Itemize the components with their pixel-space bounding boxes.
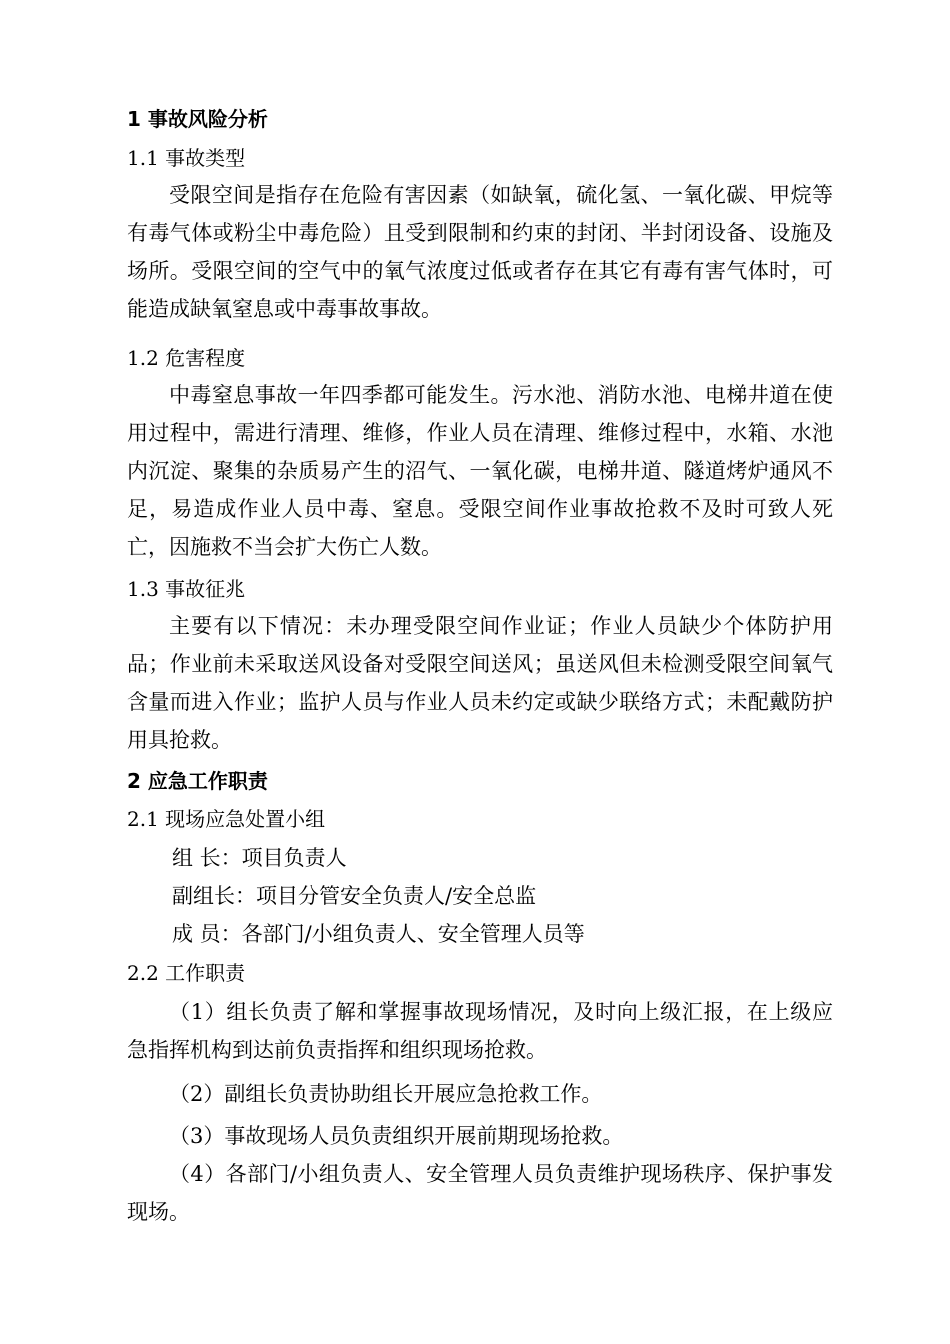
section-1-1-heading: 1.1 事故类型 — [127, 146, 246, 170]
team-leader-line: 组 长：项目负责人 — [172, 846, 347, 870]
duty-item: （4）各部门/小组负责人、安全管理人员负责维护现场秩序、保护事发现场。 — [127, 1162, 833, 1224]
section-1-heading: 1 事故风险分析 — [127, 107, 268, 131]
duty-item: （1）组长负责了解和掌握事故现场情况，及时向上级汇报，在上级应急指挥机构到达前负责指挥和组织现场抢救。 — [127, 1000, 833, 1062]
team-members-line: 成 员：各部门/小组负责人、安全管理人员等 — [172, 922, 585, 946]
section-2-1-heading: 2.1 现场应急处置小组 — [127, 807, 326, 831]
section-2-2-heading: 2.2 工作职责 — [127, 961, 246, 985]
section-1-3-body: 主要有以下情况：未办理受限空间作业证；作业人员缺少个体防护用品；作业前未采取送风设备对受限空间送风；虽送风但未检测受限空间氧气含量而进入作业；监护人员与作业人员未约定或缺少联络方式；未配戴防护用具抢救。 — [127, 614, 833, 752]
section-1-3-heading: 1.3 事故征兆 — [127, 577, 246, 601]
section-1-2-body: 中毒窒息事故一年四季都可能发生。污水池、消防水池、电梯井道在使用过程中，需进行清理、维修，作业人员在清理、维修过程中，水箱、水池内沉淀、聚集的杂质易产生的沼气、一氧化碳，电梯井道、隧道烤炉通风不足，易造成作业人员中毒、窒息。受限空间作业事故抢救不及时可致人死亡，因施救不当会扩大伤亡人数。 — [127, 383, 833, 559]
section-1-1-body: 受限空间是指存在危险有害因素（如缺氧，硫化氢、一氧化碳、甲烷等有毒气体或粉尘中毒危险）且受到限制和约束的封闭、半封闭设备、设施及场所。受限空间的空气中的氧气浓度过低或者存在其它有毒有害气体时，可能造成缺氧窒息或中毒事故事故。 — [127, 183, 833, 321]
duty-item: （3）事故现场人员负责组织开展前期现场抢救。 — [169, 1124, 624, 1148]
section-1-2-heading: 1.2 危害程度 — [127, 346, 246, 370]
section-2-heading: 2 应急工作职责 — [127, 769, 268, 793]
duty-item: （2）副组长负责协助组长开展应急抢救工作。 — [169, 1082, 603, 1106]
team-deputy-line: 副组长：项目分管安全负责人/安全总监 — [172, 884, 537, 908]
